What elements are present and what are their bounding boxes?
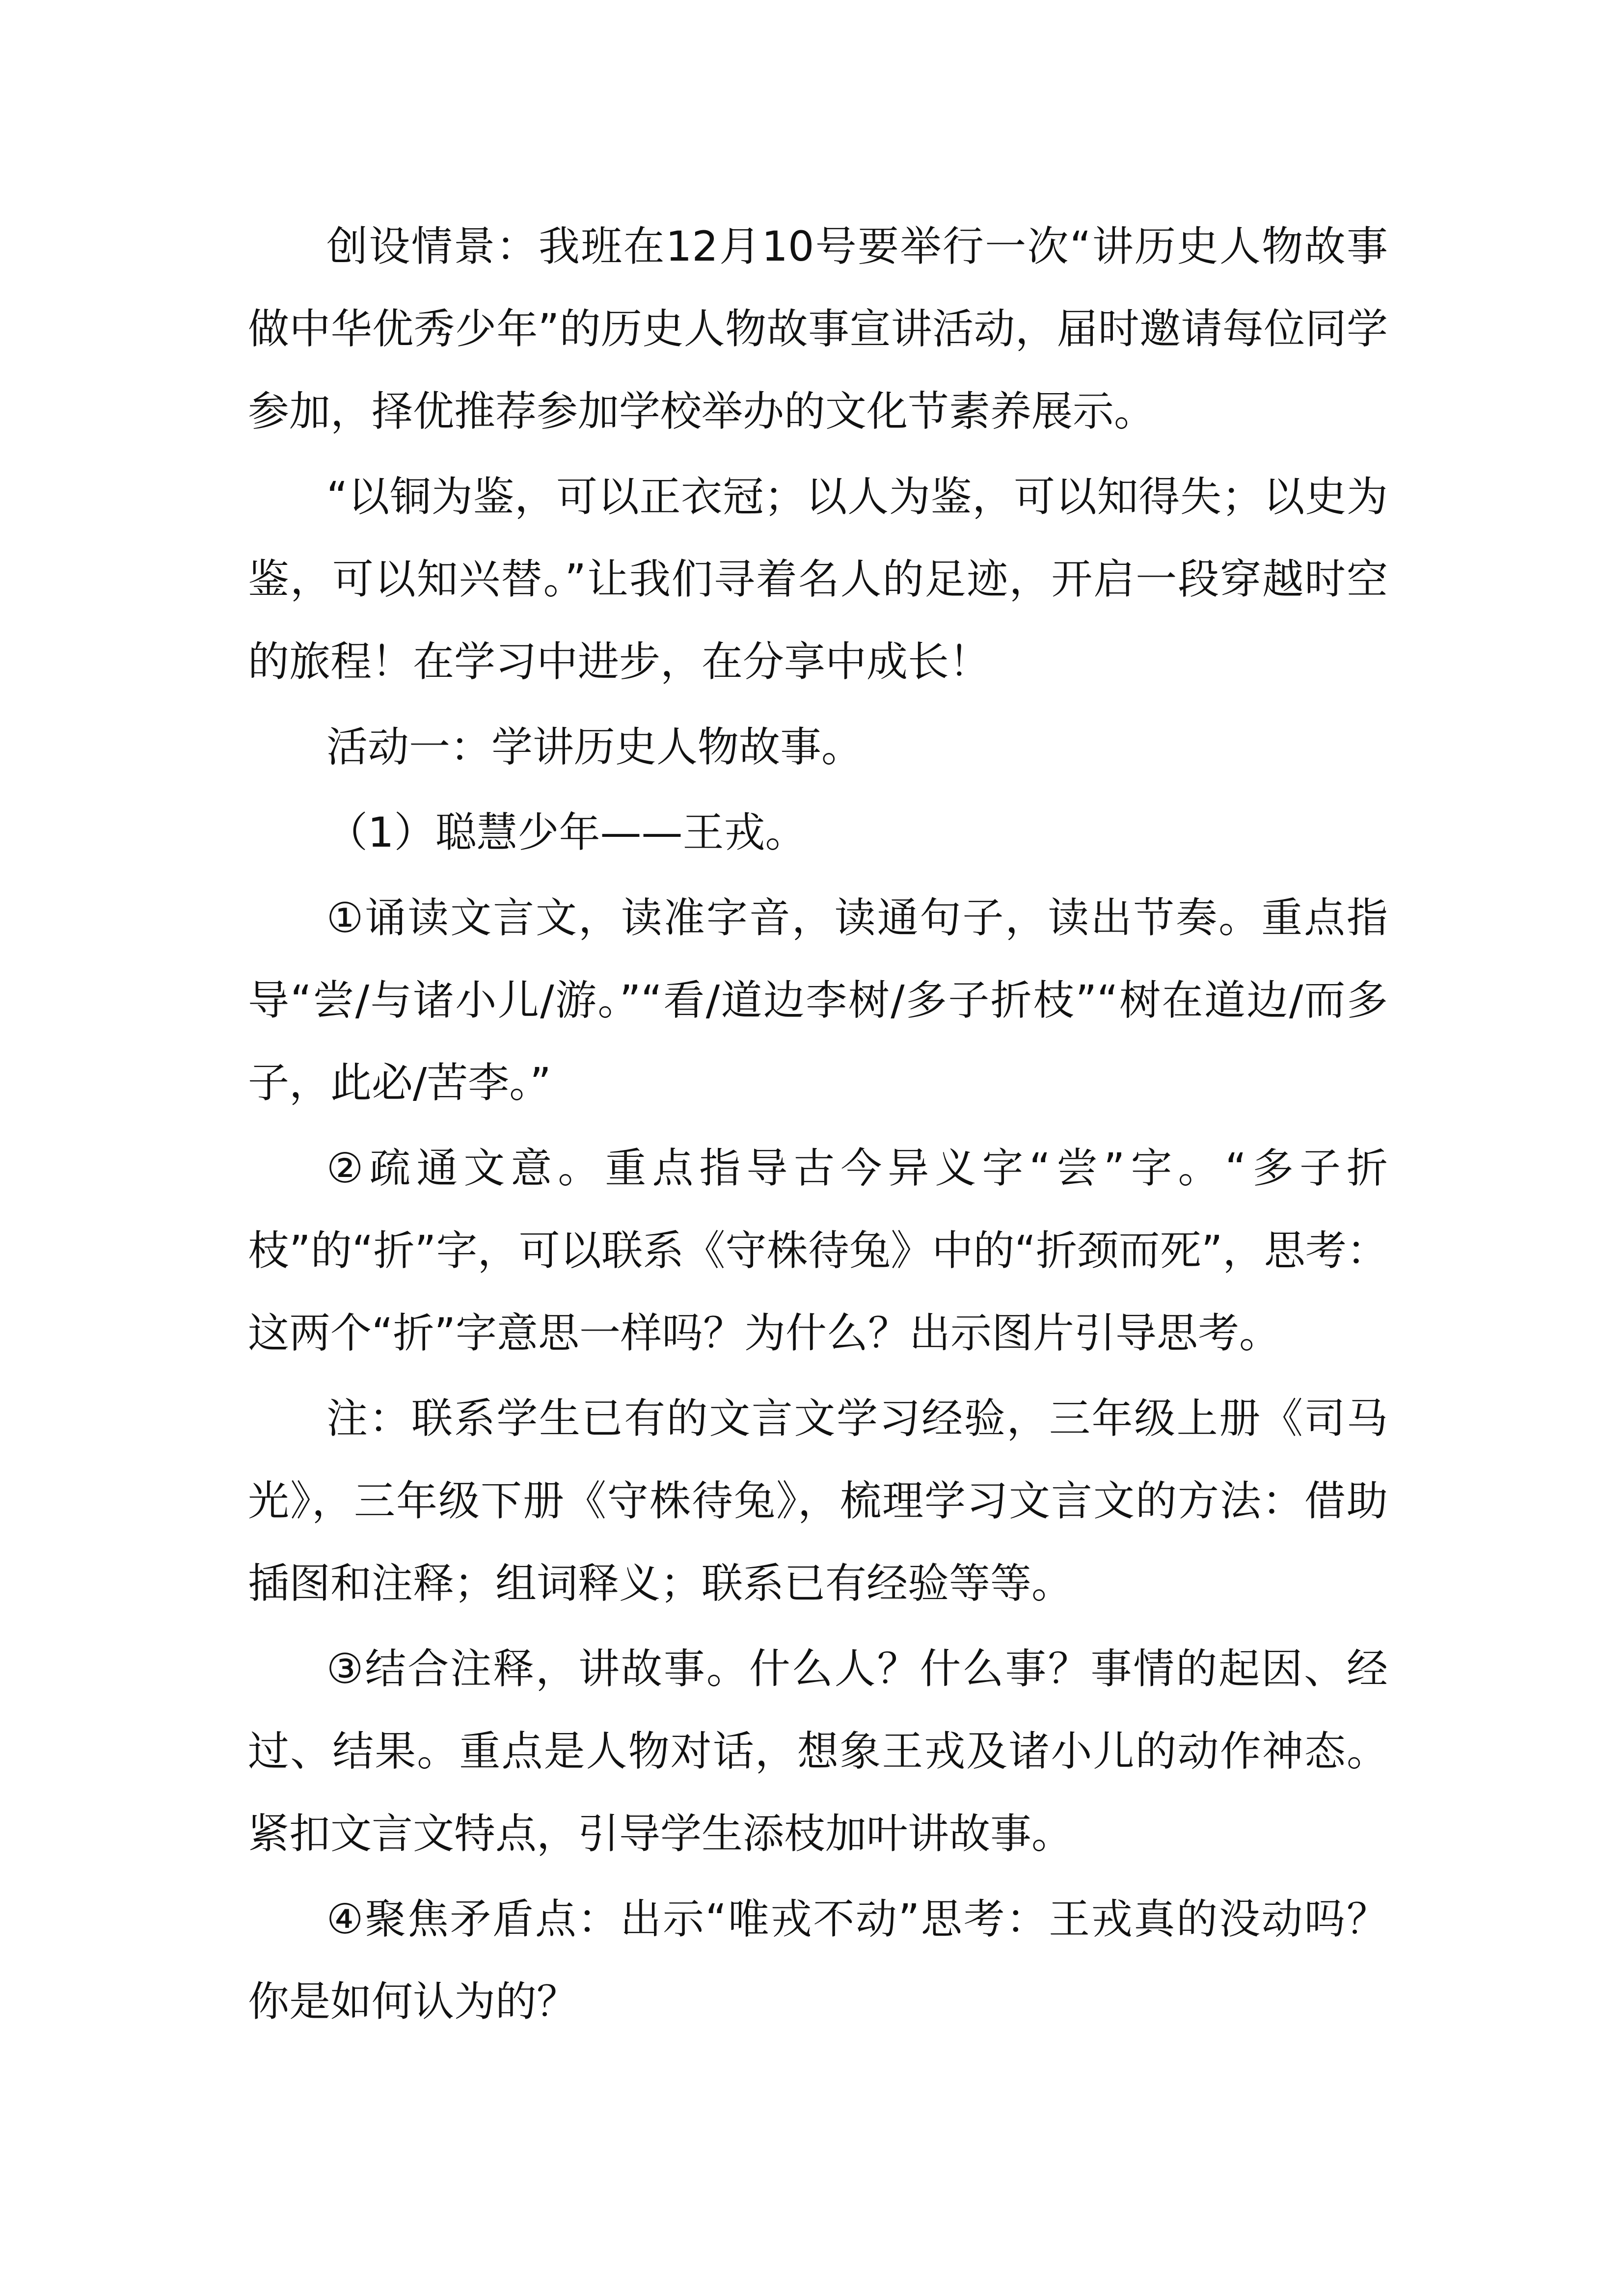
paragraph-section-heading: （1）聪慧少年——王戎。 [326, 808, 807, 856]
paragraph-step-1: ①诵读文言文，读准字音，读通句子，读出节奏。重点指导“尝/与诸小儿/游。”“看/道边李树/多子折枝”“树在道边/而多子，此必/苦李。” [248, 894, 1388, 1107]
paragraph-step-2: ②疏通文意。重点指导古今异义字“尝”字。“多子折枝”的“折”字，可以联系《守株待兔》中的“折颈而死”，思考：这两个“折”字意思一样吗？为什么？出示图片引导思考。 [248, 1144, 1388, 1357]
paragraph-quote: “以铜为鉴，可以正衣冠；以人为鉴，可以知得失；以史为鉴，可以知兴替。”让我们寻着名人的足迹，开启一段穿越时空的旅程！在学习中进步，在分享中成长！ [248, 473, 1388, 686]
paragraph-scenario: 创设情景：我班在12月10号要举行一次“讲历史人物故事 做中华优秀少年”的历史人物故事宣讲活动，届时邀请每位同学参加，择优推荐参加学校举办的文化节素养展示。 [248, 222, 1388, 435]
document-body [248, 205, 1388, 2043]
paragraph-step-4: ④聚焦矛盾点：出示“唯戎不动”思考：王戎真的没动吗？你是如何认为的？ [248, 1895, 1388, 2026]
paragraph-note: 注：联系学生已有的文言文学习经验，三年级上册《司马光》，三年级下册《守株待兔》，梳理学习文言文的方法：借助插图和注释；组词释义；联系已有经验等等。 [248, 1394, 1388, 1607]
paragraph-step-3: ③结合注释，讲故事。什么人？什么事？事情的起因、经过、结果。重点是人物对话，想象王戎及诸小儿的动作神态。紧扣文言文特点，引导学生添枝加叶讲故事。 [248, 1645, 1388, 1858]
paragraph-activity-one: 活动一：学讲历史人物故事。 [326, 723, 863, 771]
